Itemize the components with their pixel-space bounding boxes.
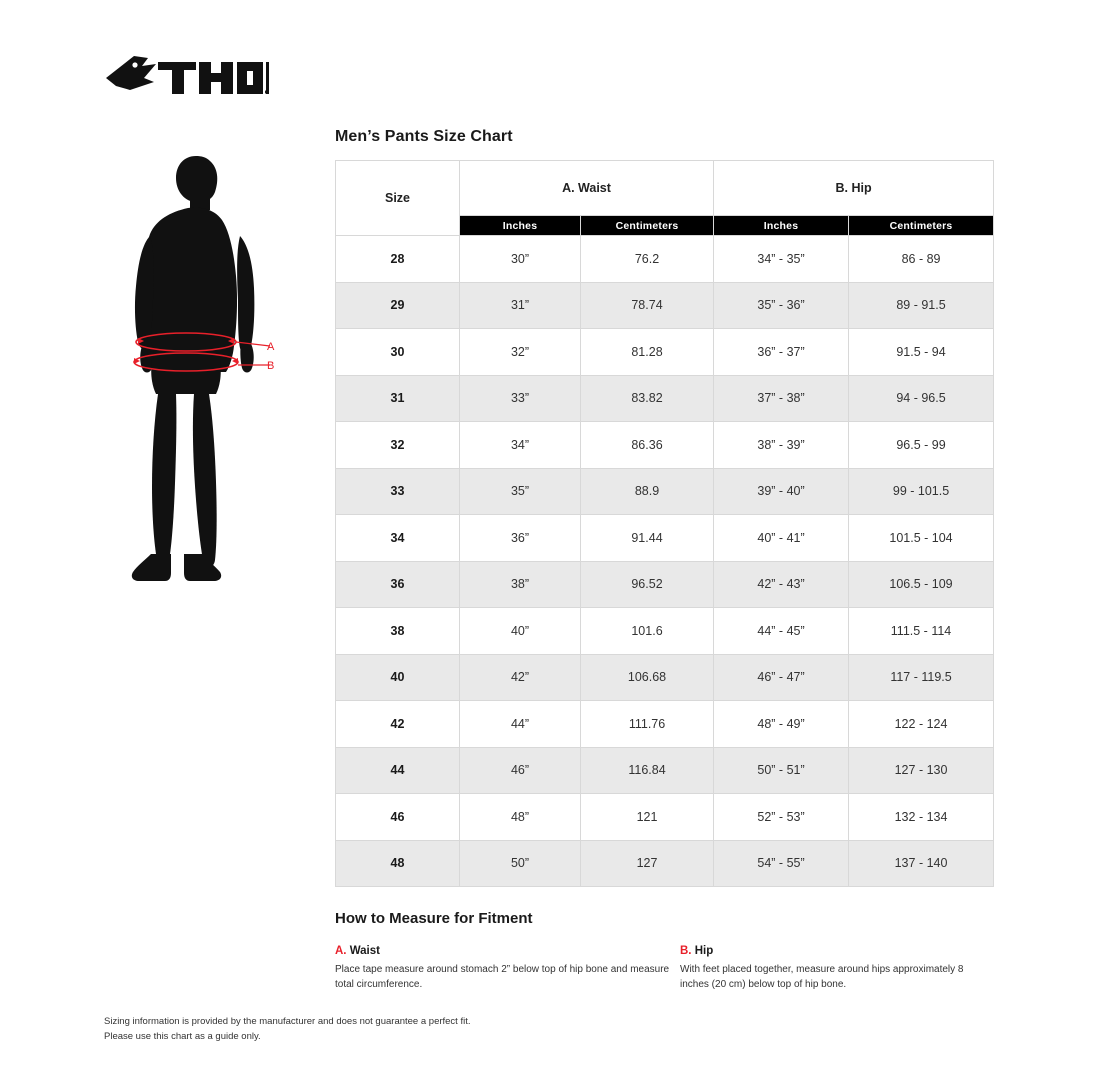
cell-hip-centimeters: 122 - 124 bbox=[849, 701, 994, 748]
cell-size: 32 bbox=[336, 422, 460, 469]
cell-size: 33 bbox=[336, 468, 460, 515]
cell-waist-inches: 35” bbox=[460, 468, 581, 515]
cell-hip-inches: 40” - 41” bbox=[714, 515, 849, 562]
how-to-measure-hip bbox=[680, 945, 995, 992]
cell-hip-centimeters: 137 - 140 bbox=[849, 840, 994, 887]
table-body bbox=[336, 236, 994, 887]
cell-hip-centimeters: 99 - 101.5 bbox=[849, 468, 994, 515]
figure-label-a: A bbox=[267, 341, 275, 353]
table-row bbox=[336, 515, 994, 562]
cell-hip-centimeters: 89 - 91.5 bbox=[849, 282, 994, 329]
header-waist-inches: Inches bbox=[460, 216, 581, 236]
cell-hip-inches: 37” - 38” bbox=[714, 375, 849, 422]
cell-waist-inches: 34” bbox=[460, 422, 581, 469]
cell-size: 34 bbox=[336, 515, 460, 562]
table-row bbox=[336, 794, 994, 841]
waist-instructions: Place tape measure around stomach 2” below top of hip bone and measure total circumference. bbox=[335, 964, 670, 990]
waist-mark: A. bbox=[335, 945, 347, 957]
size-chart-table bbox=[335, 160, 994, 887]
cell-waist-centimeters: 127 bbox=[581, 840, 714, 887]
table-row bbox=[336, 701, 994, 748]
how-to-measure-title: How to Measure for Fitment bbox=[335, 910, 533, 927]
cell-hip-centimeters: 94 - 96.5 bbox=[849, 375, 994, 422]
cell-hip-inches: 52” - 53” bbox=[714, 794, 849, 841]
header-waist-centimeters: Centimeters bbox=[581, 216, 714, 236]
cell-size: 36 bbox=[336, 561, 460, 608]
cell-waist-inches: 40” bbox=[460, 608, 581, 655]
cell-hip-centimeters: 91.5 - 94 bbox=[849, 329, 994, 376]
cell-hip-inches: 44” - 45” bbox=[714, 608, 849, 655]
cell-size: 48 bbox=[336, 840, 460, 887]
footnote-line-1: Sizing information is provided by the manufacturer and does not guarantee a perfect fit. bbox=[104, 1016, 471, 1027]
cell-size: 30 bbox=[336, 329, 460, 376]
cell-waist-centimeters: 116.84 bbox=[581, 747, 714, 794]
cell-waist-inches: 48” bbox=[460, 794, 581, 841]
how-to-measure-section bbox=[335, 910, 995, 992]
cell-hip-inches: 42” - 43” bbox=[714, 561, 849, 608]
cell-waist-inches: 50” bbox=[460, 840, 581, 887]
cell-waist-centimeters: 76.2 bbox=[581, 236, 714, 283]
thor-logo bbox=[104, 48, 269, 100]
table-row bbox=[336, 561, 994, 608]
header-hip-group: B. Hip bbox=[714, 161, 994, 216]
cell-waist-inches: 31” bbox=[460, 282, 581, 329]
footnote-line-2: Please use this chart as a guide only. bbox=[104, 1031, 261, 1043]
table-row bbox=[336, 282, 994, 329]
cell-size: 28 bbox=[336, 236, 460, 283]
table-row bbox=[336, 747, 994, 794]
table-row bbox=[336, 654, 994, 701]
hip-heading bbox=[680, 945, 995, 957]
cell-hip-inches: 54” - 55” bbox=[714, 840, 849, 887]
cell-size: 31 bbox=[336, 375, 460, 422]
table-row bbox=[336, 375, 994, 422]
size-chart-table-wrap bbox=[335, 160, 993, 887]
cell-waist-centimeters: 121 bbox=[581, 794, 714, 841]
cell-waist-centimeters: 91.44 bbox=[581, 515, 714, 562]
cell-waist-inches: 36” bbox=[460, 515, 581, 562]
page-title: Men’s Pants Size Chart bbox=[335, 128, 513, 145]
cell-hip-inches: 35” - 36” bbox=[714, 282, 849, 329]
cell-waist-inches: 30” bbox=[460, 236, 581, 283]
cell-waist-inches: 46” bbox=[460, 747, 581, 794]
body-figure-illustration bbox=[120, 150, 300, 600]
table-row bbox=[336, 840, 994, 887]
cell-waist-centimeters: 101.6 bbox=[581, 608, 714, 655]
hip-label: Hip bbox=[694, 945, 714, 957]
figure-label-b: B bbox=[267, 360, 275, 372]
header-hip-inches: Inches bbox=[714, 216, 849, 236]
how-to-measure-waist bbox=[335, 945, 680, 992]
cell-hip-centimeters: 117 - 119.5 bbox=[849, 654, 994, 701]
cell-hip-centimeters: 86 - 89 bbox=[849, 236, 994, 283]
cell-hip-centimeters: 106.5 - 109 bbox=[849, 561, 994, 608]
cell-waist-centimeters: 83.82 bbox=[581, 375, 714, 422]
hip-mark: B. bbox=[680, 945, 692, 957]
table-row bbox=[336, 329, 994, 376]
cell-waist-centimeters: 86.36 bbox=[581, 422, 714, 469]
cell-waist-centimeters: 88.9 bbox=[581, 468, 714, 515]
cell-waist-centimeters: 81.28 bbox=[581, 329, 714, 376]
cell-size: 40 bbox=[336, 654, 460, 701]
cell-hip-inches: 36” - 37” bbox=[714, 329, 849, 376]
footnote bbox=[104, 1014, 471, 1044]
cell-size: 29 bbox=[336, 282, 460, 329]
cell-hip-centimeters: 101.5 - 104 bbox=[849, 515, 994, 562]
table-head bbox=[336, 161, 994, 236]
cell-hip-inches: 34” - 35” bbox=[714, 236, 849, 283]
waist-label: Waist bbox=[349, 945, 380, 957]
cell-hip-inches: 38” - 39” bbox=[714, 422, 849, 469]
waist-heading bbox=[335, 945, 680, 957]
cell-hip-inches: 50” - 51” bbox=[714, 747, 849, 794]
cell-size: 44 bbox=[336, 747, 460, 794]
cell-waist-inches: 44” bbox=[460, 701, 581, 748]
cell-hip-inches: 48” - 49” bbox=[714, 701, 849, 748]
cell-waist-centimeters: 78.74 bbox=[581, 282, 714, 329]
cell-hip-centimeters: 127 - 130 bbox=[849, 747, 994, 794]
cell-waist-inches: 38” bbox=[460, 561, 581, 608]
cell-waist-centimeters: 96.52 bbox=[581, 561, 714, 608]
table-row bbox=[336, 422, 994, 469]
cell-waist-centimeters: 106.68 bbox=[581, 654, 714, 701]
cell-waist-centimeters: 111.76 bbox=[581, 701, 714, 748]
header-size: Size bbox=[336, 161, 460, 236]
cell-size: 38 bbox=[336, 608, 460, 655]
cell-waist-inches: 33” bbox=[460, 375, 581, 422]
table-row bbox=[336, 236, 994, 283]
header-waist-group: A. Waist bbox=[460, 161, 714, 216]
header-hip-centimeters: Centimeters bbox=[849, 216, 994, 236]
cell-hip-inches: 39” - 40” bbox=[714, 468, 849, 515]
cell-size: 46 bbox=[336, 794, 460, 841]
cell-size: 42 bbox=[336, 701, 460, 748]
cell-waist-inches: 42” bbox=[460, 654, 581, 701]
cell-hip-centimeters: 132 - 134 bbox=[849, 794, 994, 841]
cell-hip-centimeters: 111.5 - 114 bbox=[849, 608, 994, 655]
table-row bbox=[336, 468, 994, 515]
cell-waist-inches: 32” bbox=[460, 329, 581, 376]
cell-hip-inches: 46” - 47” bbox=[714, 654, 849, 701]
cell-hip-centimeters: 96.5 - 99 bbox=[849, 422, 994, 469]
table-row bbox=[336, 608, 994, 655]
hip-instructions: With feet placed together, measure around hips approximately 8 inches (20 cm) below top of hip bone. bbox=[680, 964, 964, 990]
